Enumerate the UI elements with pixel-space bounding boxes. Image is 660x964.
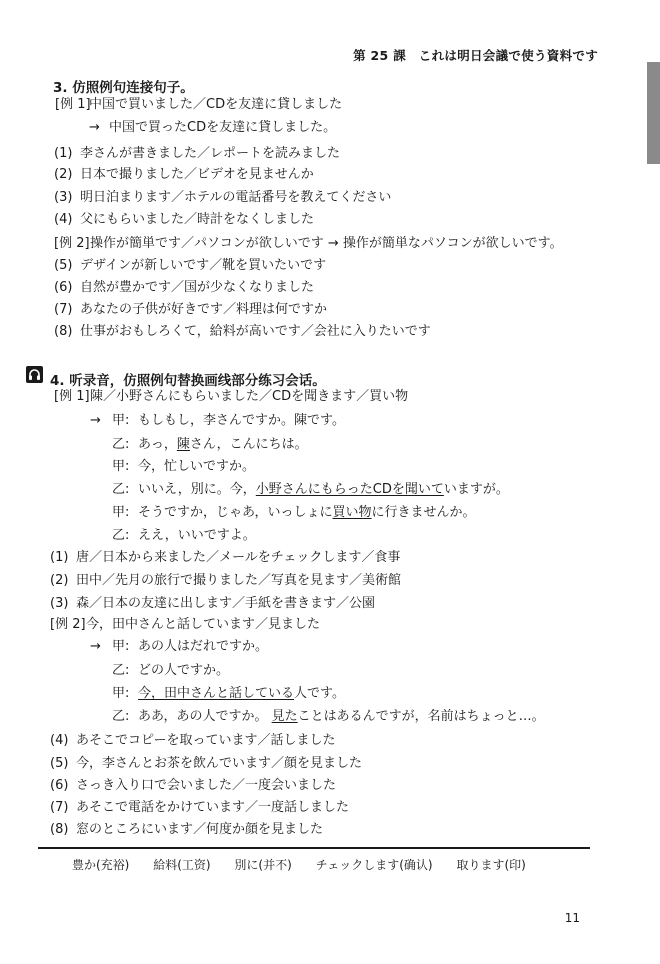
vocabulary-list xyxy=(72,856,546,873)
vocab-item: 豊か(充裕) xyxy=(72,858,130,872)
dialogue-text: あの人はだれですか。 xyxy=(138,639,269,654)
speaker-label: 乙: xyxy=(112,437,130,452)
exercise-item xyxy=(50,549,400,567)
dialogue-line xyxy=(90,412,345,430)
item-text: さっき入り口で会いました／一度会いました xyxy=(76,778,337,793)
dialogue-text: 人です。 xyxy=(294,686,345,701)
item-text: 日本で撮りました／ビデオを見ませんか xyxy=(80,167,314,182)
item-number: (4) xyxy=(54,212,73,227)
line-text: 中国で買ったCDを友達に貸しました。 xyxy=(109,120,337,135)
exercise-item xyxy=(50,732,335,750)
underlined-phrase: 見た xyxy=(271,709,298,724)
dialogue-text: いますが。 xyxy=(443,482,509,497)
item-number: (2) xyxy=(54,167,73,182)
item-number: (1) xyxy=(50,550,69,565)
example-1-answer xyxy=(89,119,336,137)
example-2-line xyxy=(54,235,563,253)
speaker-label: 乙: xyxy=(112,482,130,497)
exercise-item xyxy=(50,755,362,773)
dialogue-line xyxy=(112,504,476,522)
dialogue-line xyxy=(112,436,308,454)
speaker-label: 甲: xyxy=(112,639,130,654)
dialogue-line xyxy=(112,685,345,703)
exercise-item xyxy=(54,145,340,163)
example-1-line xyxy=(55,96,342,114)
item-number: (1) xyxy=(54,146,73,161)
dialogue-text: あっ， xyxy=(138,437,177,452)
exercise-item xyxy=(54,257,326,275)
item-text: 窓のところにいます／何度か顔を見ました xyxy=(76,822,324,837)
item-text: 田中／先月の旅行で撮りました／写真を見ます／美術館 xyxy=(76,573,402,588)
item-text: 今，李さんとお茶を飲んでいます／顔を見ました xyxy=(76,756,363,771)
footer-divider xyxy=(38,847,590,849)
dialogue-text: そうですか，じゃあ，いっしょに xyxy=(138,505,333,520)
dialogue-text: ことはあるんですが，名前はちょっと…。 xyxy=(297,709,545,724)
thumb-index-tab xyxy=(647,62,660,164)
vocab-item: チェックします(确认) xyxy=(315,858,433,872)
exercise-item xyxy=(50,777,336,795)
section-4-title: 4. 听录音，仿照例句替换画线部分练习会话。 xyxy=(50,373,326,389)
line-label: [例 1] xyxy=(54,389,90,404)
dialogue-line xyxy=(90,638,268,656)
dialogue-text: さん，こんにちは。 xyxy=(189,437,308,452)
dialogue-text: いいえ，別に。今， xyxy=(138,482,256,497)
vocab-item: 給料(工资) xyxy=(153,858,211,872)
chapter-header: 第 25 課 これは明日会議で使う資料です xyxy=(353,48,598,63)
item-text: 父にもらいました／時計をなくしました xyxy=(80,212,315,227)
dialogue-text: ええ，いいですよ。 xyxy=(138,528,256,543)
item-text: 唐／日本から来ました／メールをチェックします／食事 xyxy=(76,550,401,565)
item-number: (3) xyxy=(54,190,73,205)
exercise-item xyxy=(50,821,323,839)
section-3-title: 3. 仿照例句连接句子。 xyxy=(53,80,194,96)
item-number: (2) xyxy=(50,573,69,588)
underlined-phrase: 小野さんにもらったCDを聞いて xyxy=(255,482,444,497)
item-number: (8) xyxy=(50,822,69,837)
underlined-phrase: 買い物 xyxy=(332,505,372,520)
line-text: 操作が簡単です／パソコンが欲しいです → 操作が簡単なパソコンが欲しいです。 xyxy=(90,236,563,251)
dialogue-line xyxy=(112,708,545,726)
exercise-item xyxy=(54,166,314,184)
exercise-item xyxy=(50,572,401,590)
item-text: あそこでコピーを取っています／話しました xyxy=(76,733,336,748)
speaker-label: 乙: xyxy=(112,663,130,678)
line-label: [例 2] xyxy=(50,617,86,632)
item-number: (8) xyxy=(54,324,73,339)
speaker-label: 乙: xyxy=(112,709,130,724)
dialogue-line xyxy=(112,527,256,545)
line-text: 今，田中さんと話しています／見ました xyxy=(86,617,321,632)
exercise-item xyxy=(50,799,349,817)
item-number: (5) xyxy=(50,756,69,771)
page-number: 11 xyxy=(564,911,580,925)
speaker-label: 乙: xyxy=(112,528,130,543)
underlined-phrase: 陳 xyxy=(176,437,190,452)
dialogue-text: もしもし，李さんですか。陳です。 xyxy=(138,413,345,428)
item-number: (7) xyxy=(50,800,69,815)
item-text: あなたの子供が好きです／料理は何ですか xyxy=(80,302,328,317)
item-text: 明日泊まります／ホテルの電話番号を教えてください xyxy=(80,190,392,205)
headphones-icon xyxy=(26,366,43,383)
item-number: (7) xyxy=(54,302,73,317)
item-text: 仕事がおもしろくて，給料が高いです／会社に入りたいです xyxy=(80,324,431,339)
line-text: 中国で買いました／CDを友達に貸しました xyxy=(89,97,343,112)
dialogue-line xyxy=(112,481,509,499)
dialogue-text: に行きませんか。 xyxy=(371,505,476,520)
exercise-item xyxy=(54,189,391,207)
item-number: (3) xyxy=(50,596,69,611)
item-number: (6) xyxy=(50,778,69,793)
item-text: あそこで電話をかけています／一度話しました xyxy=(76,800,350,815)
dialogue-line xyxy=(112,662,229,680)
dialogue-line xyxy=(112,458,255,476)
underlined-phrase: 今，田中さんと話している xyxy=(138,686,295,701)
dialogue-text: どの人ですか。 xyxy=(138,663,230,678)
example-1-line xyxy=(54,388,408,406)
vocab-item: 別に(并不) xyxy=(234,858,292,872)
item-number: (5) xyxy=(54,258,73,273)
item-text: 森／日本の友達に出します／手紙を書きます／公園 xyxy=(76,596,376,611)
speaker-label: 甲: xyxy=(112,686,130,701)
item-text: 李さんが書きました／レポートを読みました xyxy=(80,146,341,161)
line-label: [例 2] xyxy=(54,236,90,251)
line-label: [例 1] xyxy=(55,97,91,112)
arrow: → xyxy=(90,413,101,428)
exercise-item xyxy=(54,323,431,341)
item-text: 自然が豊かです／国が少なくなりました xyxy=(80,280,315,295)
exercise-item xyxy=(50,595,375,613)
speaker-label: 甲: xyxy=(112,505,130,520)
arrow: → xyxy=(89,120,100,135)
line-text: 陳／小野さんにもらいました／CDを聞きます／買い物 xyxy=(90,389,409,404)
exercise-item xyxy=(54,211,314,229)
item-text: デザインが新しいです／靴を買いたいです xyxy=(80,258,327,273)
item-number: (6) xyxy=(54,280,73,295)
exercise-item xyxy=(54,279,314,297)
exercise-item xyxy=(54,301,327,319)
example-2-line xyxy=(50,616,320,634)
dialogue-text: 今，忙しいですか。 xyxy=(138,459,256,474)
vocab-item: 取ります(印) xyxy=(456,858,526,872)
dialogue-text: ああ，あの人ですか。 xyxy=(138,709,272,724)
speaker-label: 甲: xyxy=(112,459,130,474)
speaker-label: 甲: xyxy=(112,413,130,428)
arrow: → xyxy=(90,639,101,654)
item-number: (4) xyxy=(50,733,69,748)
